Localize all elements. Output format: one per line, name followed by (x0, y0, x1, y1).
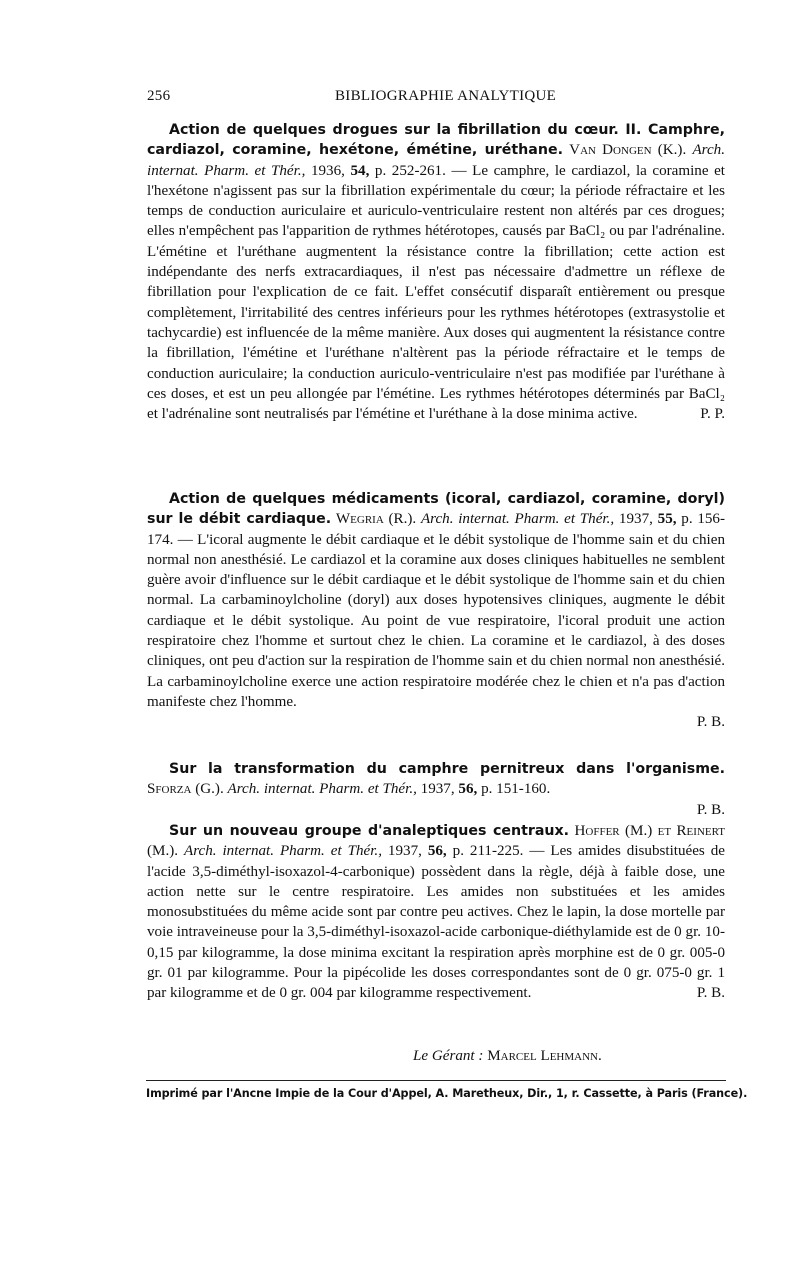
entry-pages: p. 156-174. (147, 511, 725, 548)
running-title: BIBLIOGRAPHIE ANALYTIQUE (335, 88, 557, 104)
entry-pages: p. 151-160. (481, 781, 551, 798)
entry-initials: P. B. (696, 714, 725, 731)
bibliography-entry (147, 759, 725, 820)
entry-author: Sforza (G.). (147, 781, 224, 798)
entry-year: 1936, (310, 162, 345, 179)
entry-initials: P. B. (696, 985, 725, 1002)
bibliography-entry (147, 120, 725, 424)
bibliography-entry (147, 821, 725, 1004)
footer-divider (146, 1080, 726, 1081)
entry-year: 1937, (420, 781, 455, 798)
entry-volume: 54, (350, 162, 370, 179)
entry-volume: 55, (657, 511, 677, 528)
entry-title: Action de quelques médicaments (icoral, cardiazol, coramine, doryl) sur le débit cardiaque. (147, 491, 725, 528)
page-number: 256 (147, 88, 171, 104)
entry-author: Wegria (R.). (335, 511, 417, 528)
bibliography-entry (147, 489, 725, 733)
page-header (147, 88, 725, 108)
entry-title: Action de quelques drogues sur la fibrillation du cœur. II. Camphre, cardiazol, coramine, hexétone, émétine, uréthane. (147, 122, 725, 159)
entry-pages: p. 252-261. (374, 162, 446, 179)
entry-journal: Arch. internat. Pharm. et Thér., (183, 843, 382, 860)
entry-volume: 56, (427, 843, 447, 860)
managing-editor-signature (413, 1048, 743, 1065)
entry-year: 1937, (387, 843, 422, 860)
entry-journal: Arch. internat. Pharm. et Thér., (227, 781, 417, 798)
entry-title: Sur la transformation du camphre pernitreux dans l'organisme. (169, 761, 725, 777)
entry-volume: 56, (458, 781, 478, 798)
entry-journal: Arch. internat. Pharm. et Thér., (147, 142, 726, 179)
entry-author: Van Dongen (K.). (569, 142, 687, 159)
entry-title: Sur un nouveau groupe d'analeptiques centraux. (169, 823, 570, 839)
entry-journal: Arch. internat. Pharm. et Thér., (420, 511, 615, 528)
signature-name: Marcel Lehmann. (487, 1048, 602, 1064)
entry-initials: P. P. (700, 406, 725, 423)
entry-year: 1937, (618, 511, 653, 528)
entry-author: Hoffer (M.) et Reinert (M.). (147, 823, 725, 860)
entry-pages: p. 211-225. (452, 843, 524, 860)
entry-initials: P. B. (696, 801, 725, 818)
signature-role: Le Gérant : (413, 1048, 484, 1064)
printer-imprint: Imprimé par l'Ancne Impie de la Cour d'Appel, A. Maretheux, Dir., 1, r. Cassette, à Paris (France). (146, 1087, 748, 1100)
entry-abstract: — L'icoral augmente le débit cardiaque et le débit systolique de l'homme sain et du chien normal non anesthésié. Le cardiazol et la coramine aux doses cliniques habituelles ne semblent guère avoir d'influence sur le débit cardiaque et le débit systolique de l'homme sain et du chien normal. La carbaminoylcholine (doryl) aux doses hypotensives cliniques, augmente le débit cardiaque et le débit systolique. Au point de vue respiratoire, l'icoral produit une action respiratoire chez l'homme et surtout chez le chien. La coramine et le cardiazol, à des doses cliniques, ont peu d'action sur la respiration de l'homme sain et du chien normal non anesthésié. La carbaminoylcholine exerce une action respiratoire modérée chez le chien et n'a pas d'action manifeste chez l'homme. (147, 531, 725, 710)
entry-abstract: — Les amides disubstituées de l'acide 3,5-diméthyl-isoxazol-4-carbonique) possèdent dans la règle, déjà à faible dose, une action nette sur le centre respiratoire. Les amides non substituées et les amides monosubstituées du même acide sont par contre peu actives. Chez le lapin, la dose mortelle par voie intraveineuse pour la 3,5-diméthyl-isoxazol-acide carbonique-diéthylamide est de 0 gr. 10-0,15 par kilogramme, la dose minima excitant la respiration après morphine est de 0 gr. 005-0 gr. 01 par kilogramme. Pour la pipécolide les doses correspondantes sont de 0 gr. 075-0 gr. 1 par kilogramme et de 0 gr. 004 par kilogramme respectivement. (147, 843, 725, 1002)
entry-abstract: — Le camphre, le cardiazol, la coramine et l'hexétone n'agissent pas sur la fibrillation expérimentale du cœur; la période réfractaire et les temps de conduction auriculaire et auriculo-ventriculaire restent non altérés par ces drogues; elles n'empêchent pas l'apparition de rythmes hétérotopes, causés par BaCl₂ ou par l'adrénaline. L'émétine et l'uréthane augmentent la résistance contre la fibrillation; cette action est indépendante des nerfs extracardiaques, il n'est pas nécessaire d'admettre un réflexe de fibrillation pour l'explication de ce fait. L'effet consécutif disparaît entièrement ou presque complètement, l'irritabilité des centres inférieurs pour les rythmes hétérotopes (extrasystolie et tachycardie) est influencée de la même manière. Aux doses qui augmentent la résistance contre la fibrillation, l'émétine et l'uréthane n'altèrent pas la période réfractaire et le temps de conduction auriculaire; la conduction auriculo-ventriculaire n'est pas modifiée par l'uréthane à ces doses, et est un peu allongée par l'émétine. Les rythmes hétérotopes déterminés par BaCl₂ et l'adrénaline sont neutralisés par l'émétine et l'uréthane à la dose minima active. (147, 162, 725, 423)
